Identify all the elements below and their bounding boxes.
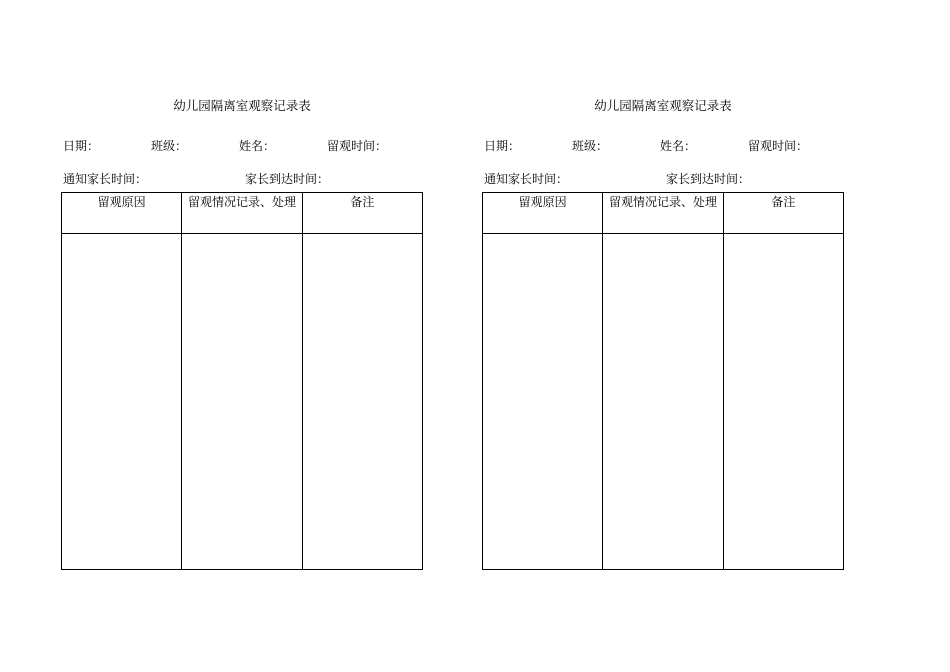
column-header-remarks: 备注 [723,193,843,234]
arrive-time-label: 家长到达时间： [666,172,751,186]
date-label: 日期： [484,139,521,153]
record-cell[interactable] [603,234,723,570]
name-label: 姓名： [660,139,697,153]
observe-time-label: 留观时间： [327,139,388,153]
notify-time-label: 通知家长时间： [484,172,569,186]
observation-form-left [61,0,423,672]
record-table [482,192,844,570]
column-header-remarks: 备注 [302,193,422,234]
column-header-record: 留观情况记录、处理 [182,193,302,234]
column-header-record: 留观情况记录、处理 [603,193,723,234]
notify-time-label: 通知家长时间： [63,172,148,186]
reason-cell[interactable] [483,234,603,570]
remarks-cell[interactable] [302,234,422,570]
observe-time-label: 留观时间： [748,139,809,153]
column-header-reason: 留观原因 [483,193,603,234]
form-title: 幼儿园隔离室观察记录表 [173,98,311,113]
form-title: 幼儿园隔离室观察记录表 [594,98,732,113]
reason-cell[interactable] [62,234,182,570]
header-row [483,193,844,234]
column-header-reason: 留观原因 [62,193,182,234]
record-table [61,192,423,570]
class-label: 班级： [151,139,188,153]
name-label: 姓名： [239,139,276,153]
observation-form-right [482,0,844,672]
class-label: 班级： [572,139,609,153]
record-cell[interactable] [182,234,302,570]
header-row [62,193,423,234]
table-row [483,234,844,570]
arrive-time-label: 家长到达时间： [245,172,330,186]
table-row [62,234,423,570]
date-label: 日期： [63,139,100,153]
remarks-cell[interactable] [723,234,843,570]
